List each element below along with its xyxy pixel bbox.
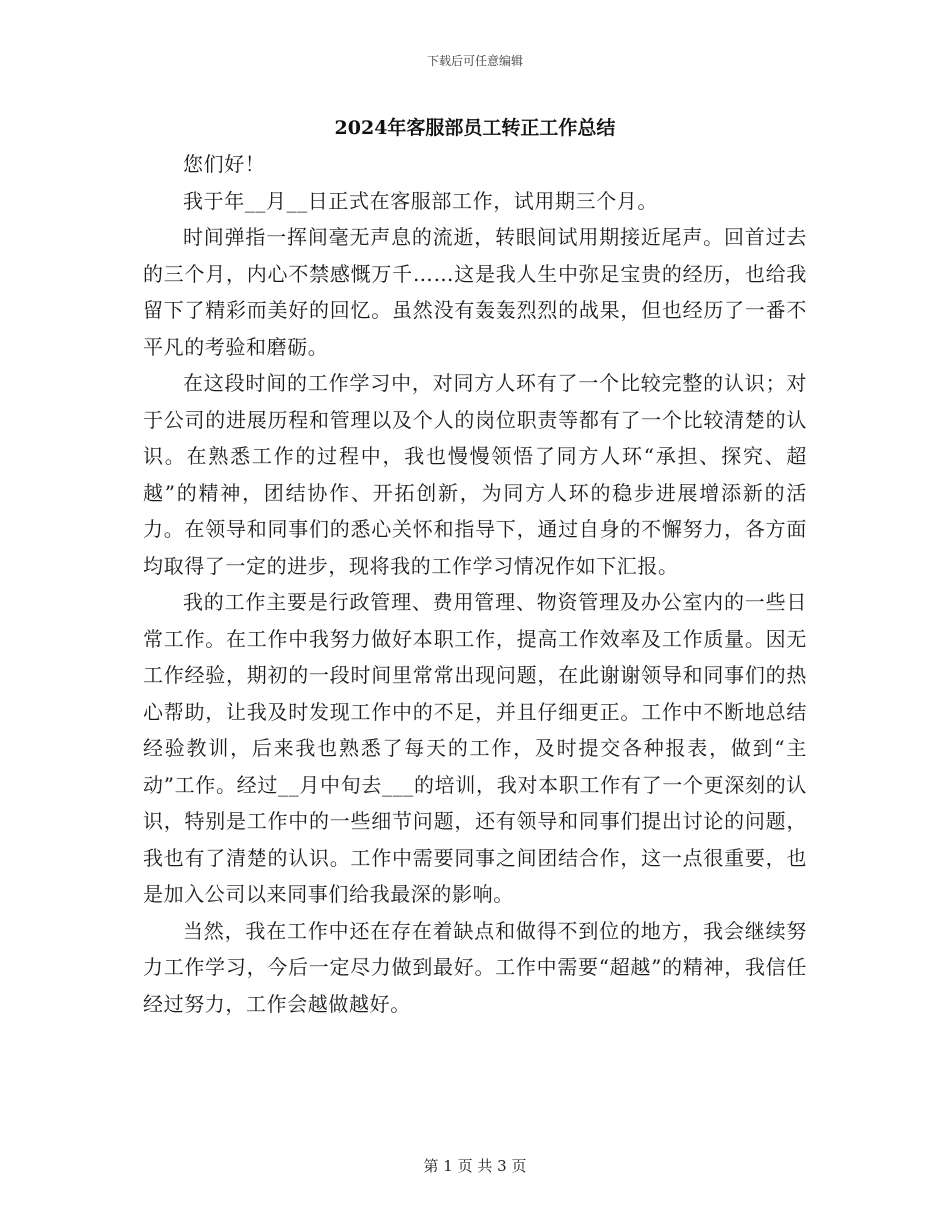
paragraph-greeting: 您们好！ [183, 152, 266, 176]
page-header-note: 下载后可任意编辑 [426, 54, 523, 68]
paragraph-work-duties: 我的工作主要是行政管理、费用管理、物资管理及办公室内的一些日常工作。在工作中我努力做好本职工作，提高工作效率及工作质量。因无工作经验，期初的一段时间里常常出现问题，在此谢谢领导和同事们的热心帮助，让我及时发现工作中的不足，并且仔细更正。工作中不断地总结经验教训，后来我也熟悉了每天的工作，及时提交各种报表，做到“主动”工作。经过__月中旬去___的培训，我对本职工作有了一个更深刻的认识，特别是工作中的一些细节问题，还有领导和同事们提出讨论的问题，我也有了清楚的认识。工作中需要同事之间团结合作，这一点很重要，也是加入公司以来同事们给我最深的影响。 [143, 590, 807, 906]
paragraph-company-understanding: 在这段时间的工作学习中，对同方人环有了一个比较完整的认识；对于公司的进展历程和管理以及个人的岗位职责等都有了一个比较清楚的认识。在熟悉工作的过程中，我也慢慢领悟了同方人环“承担、探究、超越”的精神，团结协作、开拓创新，为同方人环的稳步进展增添新的活力。在领导和同事们的悉心关怀和指导下，通过自身的不懈努力，各方面均取得了一定的进步，现将我的工作学习情况作如下汇报。 [143, 371, 807, 578]
page-number: 第 1 页 共 3 页 [423, 1157, 527, 1175]
paragraph-start-date: 我于年__月__日正式在客服部工作，试用期三个月。 [183, 188, 658, 213]
document-title: 2024年客服部员工转正工作总结 [334, 117, 616, 139]
paragraph-reflection: 时间弹指一挥间毫无声息的流逝，转眼间试用期接近尾声。回首过去的三个月，内心不禁感慨万千……这是我人生中弥足宝贵的经历，也给我留下了精彩而美好的回忆。虽然没有轰轰烈烈的战果，但也经历了一番不平凡的考验和磨砺。 [143, 225, 807, 359]
document-body [143, 146, 807, 1022]
paragraph-improvement: 当然，我在工作中还在存在着缺点和做得不到位的地方，我会继续努力工作学习，今后一定尽力做到最好。工作中需要“超越”的精神，我信任经过努力，工作会越做越好。 [143, 918, 807, 1016]
